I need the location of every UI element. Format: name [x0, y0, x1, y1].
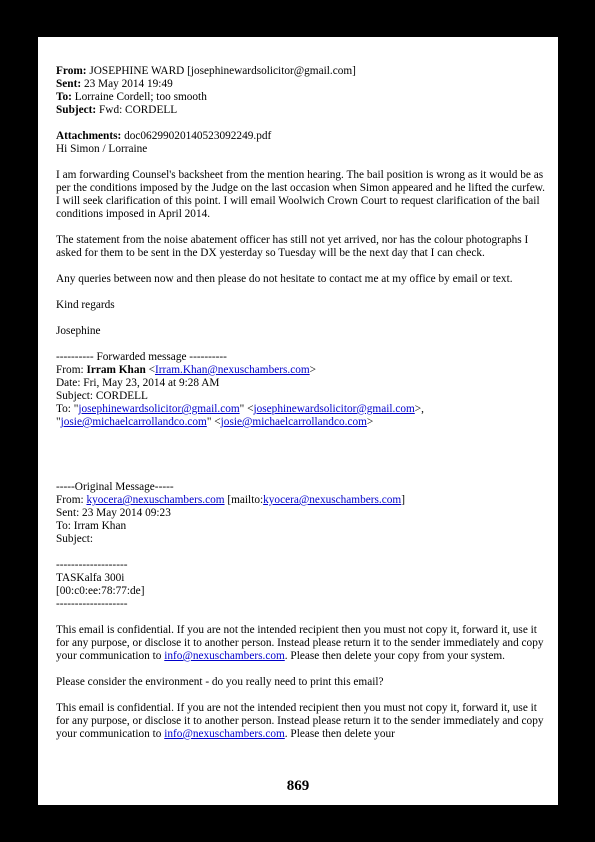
document-page — [38, 37, 558, 805]
to-prefix: To: " — [56, 403, 79, 415]
info-email-link-1[interactable]: info@nexuschambers.com — [164, 650, 285, 662]
subject-line — [56, 104, 546, 117]
confidential-1-text-a: This email is confidential. If you are not the intended recipient then you must not copy it, forward it, use it for any purpose, or disclose it to another person. Instead please return it to the sender immediately and copy your communication to — [56, 624, 544, 662]
to-email-link-4[interactable]: josie@michaelcarrollandco.com — [220, 416, 367, 428]
mailto-open: [mailto: — [224, 494, 264, 506]
to-email-link-1[interactable]: josephinewardsolicitor@gmail.com — [78, 403, 240, 415]
to-email-link-2[interactable]: josephinewardsolicitor@gmail.com — [253, 403, 415, 415]
email-content — [56, 65, 546, 741]
confidential-1-text-b: . Please then delete your copy from your system. — [284, 650, 505, 662]
forwarded-subject-line: Subject: CORDELL — [56, 390, 148, 402]
subject-label: Subject: — [56, 104, 97, 116]
forwarded-to-line — [56, 403, 546, 429]
body-paragraph-3: Any queries between now and then please do not hesitate to contact me at my office by email or text. — [56, 273, 513, 285]
mailto-close: ] — [401, 494, 405, 506]
to-quote: " — [56, 416, 61, 428]
original-subject-line: Subject: — [56, 533, 94, 545]
to-email-link-3[interactable]: josie@michaelcarrollandco.com — [60, 416, 207, 428]
mailto-email-link[interactable]: kyocera@nexuschambers.com — [263, 494, 402, 506]
sent-line — [56, 78, 546, 91]
from-label: From: — [56, 65, 87, 77]
original-to-line: To: Irram Khan — [56, 520, 127, 532]
lt: < — [148, 364, 155, 376]
original-separator: -----Original Message----- — [56, 481, 174, 493]
forwarded-from-email-link[interactable]: Irram.Khan@nexuschambers.com — [154, 364, 310, 376]
device-mac: [00:c0:ee:78:77:de] — [56, 585, 145, 597]
body-paragraph-2: The statement from the noise abatement officer has still not yet arrived, nor has the colour photographs I asked for them to be sent in the DX yesterday so Tuesday will be the next day that I can check. — [56, 234, 529, 259]
to-end-2: > — [366, 416, 374, 428]
dashes-divider-2: ------------------- — [56, 598, 128, 610]
greeting: Hi Simon / Lorraine — [56, 143, 148, 155]
from-line — [56, 65, 546, 78]
confidential-2-text-a: This email is confidential. If you are not the intended recipient then you must not copy it, forward it, use it for any purpose, or disclose it to another person. Instead please return it to the sender immediately and copy your communication to — [56, 702, 544, 740]
to-end-1: >, — [414, 403, 424, 415]
info-email-link-2[interactable]: info@nexuschambers.com — [164, 728, 285, 740]
dashes-divider-1: ------------------- — [56, 559, 128, 571]
environment-notice: Please consider the environment - do you really need to print this email? — [56, 676, 384, 688]
page-number: 869 — [286, 778, 310, 794]
original-from-prefix: From: — [56, 494, 87, 506]
from-value: JOSEPHINE WARD [josephinewardsolicitor@gmail.com] — [89, 65, 356, 77]
body-paragraph-1: I am forwarding Counsel's backsheet from the mention hearing. The bail position is wrong as it would be as per the conditions imposed by the Judge on the last occasion when Simon appeared and he lifted the curfew. I will seek clarification of this point. I will email Woolwich Crown Court to request clarification of the bail conditions imposed in April 2014. — [56, 169, 545, 220]
signature: Josephine — [56, 325, 101, 337]
subject-value: Fwd: CORDELL — [99, 104, 178, 116]
confidential-2-text-b: . Please then delete your — [284, 728, 395, 740]
forwarded-from-label: From: — [56, 364, 84, 376]
original-from-email-link[interactable]: kyocera@nexuschambers.com — [86, 494, 225, 506]
sent-value: 23 May 2014 19:49 — [83, 78, 173, 90]
closing: Kind regards — [56, 299, 115, 311]
to-value: Lorraine Cordell; too smooth — [74, 91, 207, 103]
attachments-line — [56, 130, 546, 143]
to-mid-2: " < — [206, 416, 221, 428]
device-name: TASKalfa 300i — [56, 572, 125, 584]
original-from-line — [56, 494, 546, 507]
forwarded-date-line: Date: Fri, May 23, 2014 at 9:28 AM — [56, 377, 220, 389]
original-sent-line: Sent: 23 May 2014 09:23 — [56, 507, 171, 519]
forwarded-separator: ---------- Forwarded message ---------- — [56, 351, 227, 363]
forwarded-from-line — [56, 364, 546, 377]
to-line — [56, 91, 546, 104]
to-label: To: — [56, 91, 72, 103]
sent-label: Sent: — [56, 78, 82, 90]
attachments-label: Attachments: — [56, 130, 122, 142]
confidential-notice-1 — [56, 624, 546, 663]
attachments-value: doc06299020140523092249.pdf — [124, 130, 272, 142]
gt: > — [309, 364, 317, 376]
confidential-notice-2 — [56, 702, 546, 741]
to-mid-1: " < — [239, 403, 254, 415]
forwarded-from-name: Irram Khan — [86, 364, 146, 376]
